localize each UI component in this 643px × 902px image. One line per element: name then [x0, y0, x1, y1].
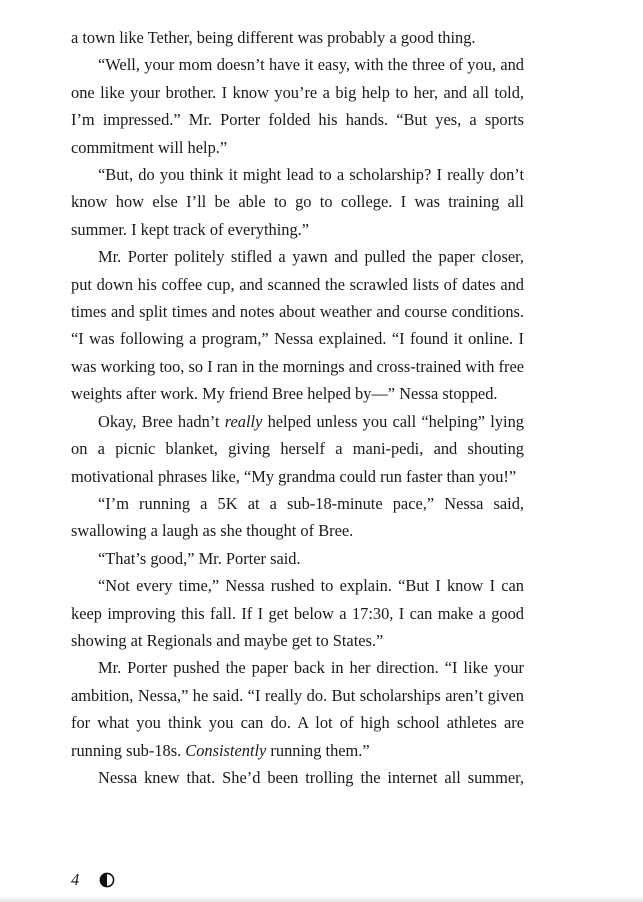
- text-run: Okay, Bree hadn’t: [98, 411, 225, 431]
- page-number: 4: [71, 870, 80, 889]
- text-run: Mr. Porter pushed the paper back in her direction. “I like your ambition, Nessa,” he said. “I really do. But scholarships aren’t given for what you think you can do. A lot of high school athletes are running sub-18s.: [71, 658, 524, 760]
- text-run: “That’s good,” Mr. Porter said.: [98, 548, 301, 568]
- page-footer: [71, 868, 115, 892]
- text-run: “Well, your mom doesn’t have it easy, with the three of you, and one like your brother. I know you’re a big help to her, and all told, I’m impressed.” Mr. Porter folded his hands. “But yes, a sports commitment will help.”: [71, 55, 524, 157]
- paragraph: [71, 161, 524, 243]
- text-run: Mr. Porter politely stifled a yawn and pulled the paper closer, put down his coffee cup, and scanned the scrawled lists of dates and times and split times and notes about weather and course conditions. “I was following a program,” Nessa explained. “I found it online. I was working too, so I ran in the mornings and cross-trained with free weights after work. My friend Bree helped by—” Nessa stopped.: [71, 247, 524, 404]
- text-run: a town like Tether, being different was probably a good thing.: [71, 28, 476, 47]
- paragraph: [71, 490, 524, 545]
- italic-text-run: Consistently: [185, 740, 267, 760]
- italic-text-run: really: [224, 411, 263, 431]
- text-run: “I’m running a 5K at a sub-18-minute pace,” Nessa said, swallowing a laugh as she thought of Bree.: [71, 493, 524, 541]
- paragraph: [71, 764, 524, 791]
- paragraph: [71, 24, 524, 51]
- text-run: helped unless you call “helping” lying on a picnic blanket, giving herself a mani-pedi, and shouting motivational phrases like, “My grandma could run faster than you!”: [71, 411, 524, 486]
- page-bottom-shadow: [0, 896, 643, 902]
- half-moon-icon: [99, 872, 115, 888]
- text-run: Nessa knew that. She’d been trolling the internet all summer,: [98, 767, 524, 787]
- text-run: running them.”: [266, 740, 370, 760]
- paragraph: [71, 545, 524, 572]
- page-body-text: [71, 24, 524, 791]
- paragraph: [71, 654, 524, 764]
- paragraph: [71, 572, 524, 654]
- paragraph: [71, 408, 524, 490]
- paragraph: [71, 243, 524, 407]
- paragraph: [71, 51, 524, 161]
- text-run: “Not every time,” Nessa rushed to explain. “But I know I can keep improving this fall. If I get below a 17:30, I can make a good showing at Regionals and maybe get to States.”: [71, 576, 524, 650]
- text-run: “But, do you think it might lead to a scholarship? I really don’t know how else I’ll be able to go to college. I was training all summer. I kept track of everything.”: [71, 165, 524, 239]
